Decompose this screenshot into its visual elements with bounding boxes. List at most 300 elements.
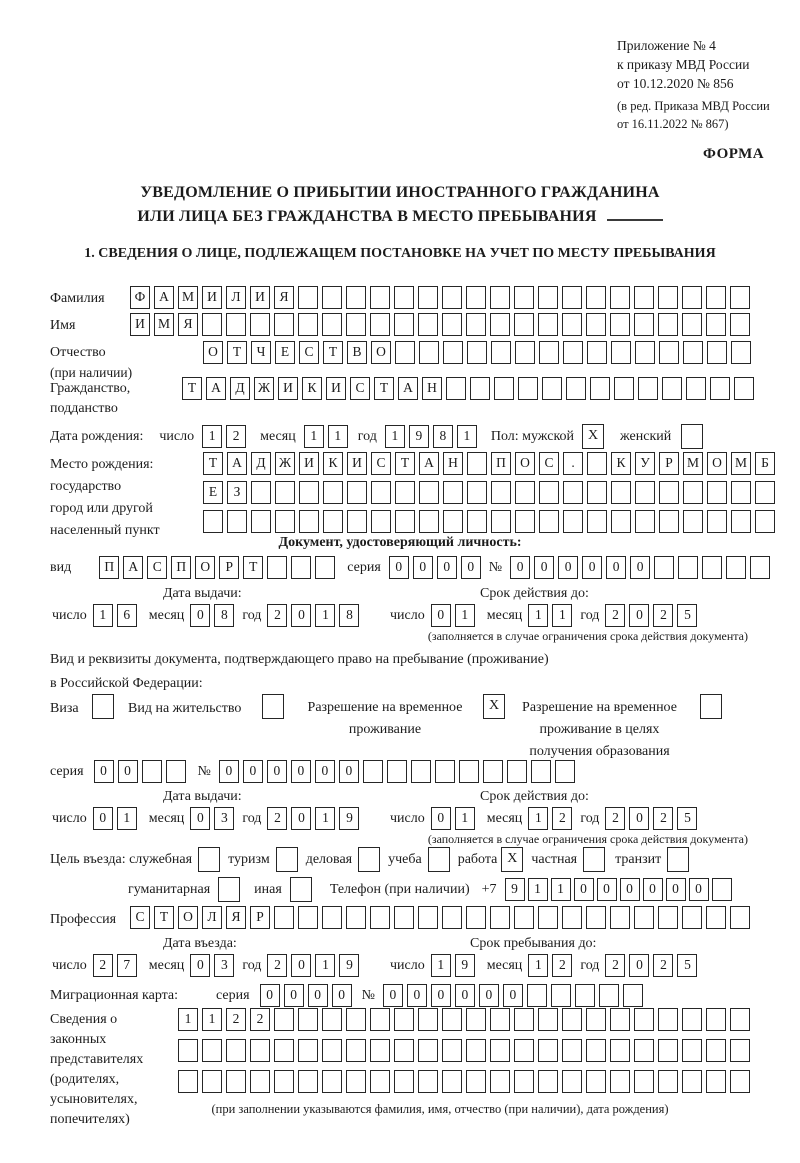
char-box[interactable]: 0: [582, 556, 602, 579]
char-box[interactable]: К: [323, 452, 343, 475]
char-box[interactable]: 0: [437, 556, 457, 579]
char-box[interactable]: 1: [528, 604, 548, 627]
char-box[interactable]: [587, 452, 607, 475]
permit-valid-year-grid[interactable]: [605, 807, 697, 830]
char-box[interactable]: [539, 510, 559, 533]
char-box[interactable]: 2: [605, 954, 625, 977]
char-box[interactable]: [658, 313, 678, 336]
char-box[interactable]: [346, 1008, 366, 1031]
char-box[interactable]: Д: [230, 377, 250, 400]
char-box[interactable]: [730, 286, 750, 309]
char-box[interactable]: [662, 377, 682, 400]
migration-series-grid[interactable]: [260, 984, 352, 1007]
char-box[interactable]: [610, 1070, 630, 1093]
char-box[interactable]: [299, 481, 319, 504]
char-box[interactable]: 2: [653, 807, 673, 830]
char-box[interactable]: [562, 1070, 582, 1093]
char-box[interactable]: 0: [291, 760, 311, 783]
char-box[interactable]: 0: [243, 760, 263, 783]
char-box[interactable]: С: [350, 377, 370, 400]
visa-checkbox[interactable]: [92, 694, 114, 719]
char-box[interactable]: [683, 481, 703, 504]
doc-issue-day-grid[interactable]: [93, 604, 137, 627]
stay-month-grid[interactable]: [528, 954, 572, 977]
char-box[interactable]: [411, 760, 431, 783]
char-box[interactable]: [298, 313, 318, 336]
char-box[interactable]: [755, 510, 775, 533]
char-box[interactable]: Е: [275, 341, 295, 364]
char-box[interactable]: [370, 313, 390, 336]
char-box[interactable]: [443, 341, 463, 364]
char-box[interactable]: [370, 1070, 390, 1093]
char-box[interactable]: 1: [117, 807, 137, 830]
char-box[interactable]: [346, 313, 366, 336]
char-box[interactable]: [527, 984, 547, 1007]
char-box[interactable]: Р: [250, 906, 270, 929]
char-box[interactable]: 9: [455, 954, 475, 977]
char-box[interactable]: [634, 313, 654, 336]
char-box[interactable]: Т: [203, 452, 223, 475]
char-box[interactable]: [418, 906, 438, 929]
char-box[interactable]: [555, 760, 575, 783]
char-box[interactable]: [726, 556, 746, 579]
char-box[interactable]: Ж: [275, 452, 295, 475]
char-box[interactable]: [274, 1070, 294, 1093]
char-box[interactable]: [531, 760, 551, 783]
char-box[interactable]: 9: [339, 807, 359, 830]
char-box[interactable]: 0: [267, 760, 287, 783]
char-box[interactable]: 0: [431, 604, 451, 627]
char-box[interactable]: [610, 1008, 630, 1031]
char-box[interactable]: [323, 510, 343, 533]
permit-valid-day-grid[interactable]: [431, 807, 475, 830]
char-box[interactable]: О: [515, 452, 535, 475]
char-box[interactable]: К: [611, 452, 631, 475]
char-box[interactable]: Д: [251, 452, 271, 475]
male-checkbox[interactable]: X: [582, 424, 604, 449]
char-box[interactable]: 2: [653, 954, 673, 977]
char-box[interactable]: 5: [677, 604, 697, 627]
char-box[interactable]: [731, 481, 751, 504]
permit-issue-year-grid[interactable]: [267, 807, 359, 830]
birth-place-grid-row2[interactable]: [203, 481, 775, 504]
char-box[interactable]: [178, 1039, 198, 1062]
char-box[interactable]: [298, 1039, 318, 1062]
char-box[interactable]: [322, 1008, 342, 1031]
char-box[interactable]: [654, 556, 674, 579]
char-box[interactable]: [563, 341, 583, 364]
char-box[interactable]: 2: [226, 1008, 246, 1031]
char-box[interactable]: [731, 510, 751, 533]
char-box[interactable]: [575, 984, 595, 1007]
char-box[interactable]: [490, 286, 510, 309]
char-box[interactable]: [203, 510, 223, 533]
char-box[interactable]: 0: [118, 760, 138, 783]
char-box[interactable]: С: [147, 556, 167, 579]
char-box[interactable]: [538, 286, 558, 309]
char-box[interactable]: [706, 1008, 726, 1031]
char-box[interactable]: [323, 481, 343, 504]
char-box[interactable]: А: [154, 286, 174, 309]
char-box[interactable]: [623, 984, 643, 1007]
study-checkbox[interactable]: [428, 847, 450, 872]
char-box[interactable]: [686, 377, 706, 400]
char-box[interactable]: У: [635, 452, 655, 475]
char-box[interactable]: [730, 313, 750, 336]
char-box[interactable]: [730, 1070, 750, 1093]
char-box[interactable]: [586, 286, 606, 309]
char-box[interactable]: [634, 1039, 654, 1062]
char-box[interactable]: 1: [552, 604, 572, 627]
char-box[interactable]: 1: [457, 425, 477, 448]
permit-number-grid[interactable]: [219, 760, 575, 783]
char-box[interactable]: О: [178, 906, 198, 929]
char-box[interactable]: [490, 906, 510, 929]
char-box[interactable]: 0: [389, 556, 409, 579]
char-box[interactable]: [634, 1008, 654, 1031]
char-box[interactable]: 0: [620, 878, 640, 901]
char-box[interactable]: [730, 1008, 750, 1031]
char-box[interactable]: 2: [267, 604, 287, 627]
char-box[interactable]: [514, 906, 534, 929]
char-box[interactable]: [346, 1070, 366, 1093]
char-box[interactable]: 0: [315, 760, 335, 783]
char-box[interactable]: 0: [597, 878, 617, 901]
char-box[interactable]: [610, 286, 630, 309]
patronymic-grid[interactable]: [203, 341, 751, 364]
char-box[interactable]: [611, 481, 631, 504]
char-box[interactable]: 0: [455, 984, 475, 1007]
char-box[interactable]: [551, 984, 571, 1007]
char-box[interactable]: [322, 1070, 342, 1093]
char-box[interactable]: 3: [214, 954, 234, 977]
char-box[interactable]: [466, 1039, 486, 1062]
char-box[interactable]: 0: [558, 556, 578, 579]
permit-issue-day-grid[interactable]: [93, 807, 137, 830]
char-box[interactable]: Т: [243, 556, 263, 579]
char-box[interactable]: 5: [677, 954, 697, 977]
char-box[interactable]: [418, 1039, 438, 1062]
char-box[interactable]: [267, 556, 287, 579]
private-checkbox[interactable]: [583, 847, 605, 872]
char-box[interactable]: [418, 1008, 438, 1031]
char-box[interactable]: Е: [203, 481, 223, 504]
char-box[interactable]: 0: [308, 984, 328, 1007]
char-box[interactable]: Т: [395, 452, 415, 475]
char-box[interactable]: А: [206, 377, 226, 400]
char-box[interactable]: [442, 286, 462, 309]
char-box[interactable]: [586, 1008, 606, 1031]
char-box[interactable]: 1: [178, 1008, 198, 1031]
stay-year-grid[interactable]: [605, 954, 697, 977]
char-box[interactable]: 1: [528, 878, 548, 901]
char-box[interactable]: [395, 510, 415, 533]
char-box[interactable]: 0: [94, 760, 114, 783]
birth-month-grid[interactable]: [304, 425, 348, 448]
char-box[interactable]: О: [371, 341, 391, 364]
char-box[interactable]: [658, 1008, 678, 1031]
char-box[interactable]: [442, 1039, 462, 1062]
char-box[interactable]: Ф: [130, 286, 150, 309]
char-box[interactable]: [514, 1039, 534, 1062]
char-box[interactable]: 9: [339, 954, 359, 977]
char-box[interactable]: [659, 481, 679, 504]
char-box[interactable]: [706, 1039, 726, 1062]
char-box[interactable]: М: [154, 313, 174, 336]
business-checkbox[interactable]: [358, 847, 380, 872]
char-box[interactable]: Т: [154, 906, 174, 929]
char-box[interactable]: [682, 1070, 702, 1093]
char-box[interactable]: 8: [433, 425, 453, 448]
char-box[interactable]: 0: [219, 760, 239, 783]
temp-residence-checkbox[interactable]: X: [483, 694, 505, 719]
char-box[interactable]: [750, 556, 770, 579]
char-box[interactable]: [299, 510, 319, 533]
char-box[interactable]: [587, 341, 607, 364]
char-box[interactable]: [490, 1039, 510, 1062]
char-box[interactable]: [419, 481, 439, 504]
char-box[interactable]: [291, 556, 311, 579]
entry-day-grid[interactable]: [93, 954, 137, 977]
doc-number-grid[interactable]: [510, 556, 770, 579]
char-box[interactable]: [394, 286, 414, 309]
char-box[interactable]: 1: [93, 604, 113, 627]
char-box[interactable]: [435, 760, 455, 783]
char-box[interactable]: 0: [93, 807, 113, 830]
char-box[interactable]: 1: [202, 425, 222, 448]
char-box[interactable]: [491, 341, 511, 364]
female-checkbox[interactable]: [681, 424, 703, 449]
char-box[interactable]: [467, 341, 487, 364]
char-box[interactable]: [734, 377, 754, 400]
birth-year-grid[interactable]: [385, 425, 477, 448]
char-box[interactable]: Ж: [254, 377, 274, 400]
char-box[interactable]: [395, 341, 415, 364]
char-box[interactable]: 0: [190, 954, 210, 977]
char-box[interactable]: 0: [431, 984, 451, 1007]
char-box[interactable]: 1: [328, 425, 348, 448]
char-box[interactable]: [298, 906, 318, 929]
char-box[interactable]: [682, 1039, 702, 1062]
char-box[interactable]: 0: [574, 878, 594, 901]
char-box[interactable]: 0: [291, 604, 311, 627]
char-box[interactable]: Т: [323, 341, 343, 364]
char-box[interactable]: [538, 1008, 558, 1031]
char-box[interactable]: [538, 906, 558, 929]
char-box[interactable]: [658, 906, 678, 929]
char-box[interactable]: [467, 510, 487, 533]
char-box[interactable]: 0: [431, 807, 451, 830]
char-box[interactable]: М: [731, 452, 751, 475]
char-box[interactable]: [682, 286, 702, 309]
char-box[interactable]: [419, 510, 439, 533]
char-box[interactable]: 0: [479, 984, 499, 1007]
char-box[interactable]: [371, 510, 391, 533]
char-box[interactable]: 0: [284, 984, 304, 1007]
char-box[interactable]: Н: [443, 452, 463, 475]
char-box[interactable]: [587, 481, 607, 504]
char-box[interactable]: Ч: [251, 341, 271, 364]
char-box[interactable]: [275, 510, 295, 533]
char-box[interactable]: [459, 760, 479, 783]
birth-place-grid-row3[interactable]: [203, 510, 775, 533]
char-box[interactable]: [370, 1039, 390, 1062]
char-box[interactable]: [730, 906, 750, 929]
char-box[interactable]: 2: [226, 425, 246, 448]
char-box[interactable]: Я: [274, 286, 294, 309]
representatives-grid-row2[interactable]: [178, 1039, 750, 1062]
char-box[interactable]: 6: [117, 604, 137, 627]
char-box[interactable]: 0: [503, 984, 523, 1007]
char-box[interactable]: [658, 1070, 678, 1093]
char-box[interactable]: 8: [214, 604, 234, 627]
char-box[interactable]: [346, 1039, 366, 1062]
char-box[interactable]: 0: [510, 556, 530, 579]
representatives-grid-row3[interactable]: [178, 1070, 750, 1093]
char-box[interactable]: 0: [190, 604, 210, 627]
char-box[interactable]: 7: [117, 954, 137, 977]
doc-issue-year-grid[interactable]: [267, 604, 359, 627]
char-box[interactable]: [566, 377, 586, 400]
char-box[interactable]: 1: [304, 425, 324, 448]
char-box[interactable]: [418, 1070, 438, 1093]
doc-issue-month-grid[interactable]: [190, 604, 234, 627]
char-box[interactable]: [514, 1008, 534, 1031]
char-box[interactable]: 2: [653, 604, 673, 627]
char-box[interactable]: [370, 1008, 390, 1031]
char-box[interactable]: [707, 341, 727, 364]
char-box[interactable]: И: [250, 286, 270, 309]
char-box[interactable]: [274, 313, 294, 336]
char-box[interactable]: [394, 313, 414, 336]
char-box[interactable]: [419, 341, 439, 364]
char-box[interactable]: [610, 1039, 630, 1062]
char-box[interactable]: 0: [630, 556, 650, 579]
char-box[interactable]: 0: [629, 807, 649, 830]
char-box[interactable]: О: [203, 341, 223, 364]
char-box[interactable]: [638, 377, 658, 400]
phone-grid[interactable]: [505, 878, 732, 901]
char-box[interactable]: 0: [629, 954, 649, 977]
char-box[interactable]: К: [302, 377, 322, 400]
char-box[interactable]: И: [326, 377, 346, 400]
char-box[interactable]: П: [491, 452, 511, 475]
citizenship-grid[interactable]: [182, 377, 754, 400]
char-box[interactable]: С: [539, 452, 559, 475]
char-box[interactable]: 1: [202, 1008, 222, 1031]
char-box[interactable]: [250, 1039, 270, 1062]
char-box[interactable]: 1: [455, 604, 475, 627]
char-box[interactable]: 2: [267, 807, 287, 830]
official-checkbox[interactable]: [198, 847, 220, 872]
char-box[interactable]: 2: [93, 954, 113, 977]
char-box[interactable]: [370, 286, 390, 309]
char-box[interactable]: [635, 341, 655, 364]
char-box[interactable]: [587, 510, 607, 533]
char-box[interactable]: [634, 1070, 654, 1093]
char-box[interactable]: [706, 313, 726, 336]
char-box[interactable]: [562, 313, 582, 336]
char-box[interactable]: 1: [455, 807, 475, 830]
char-box[interactable]: [466, 313, 486, 336]
char-box[interactable]: [466, 906, 486, 929]
char-box[interactable]: [683, 510, 703, 533]
char-box[interactable]: Я: [178, 313, 198, 336]
temp-residence-education-checkbox[interactable]: [700, 694, 722, 719]
char-box[interactable]: Н: [422, 377, 442, 400]
char-box[interactable]: 1: [528, 807, 548, 830]
char-box[interactable]: [491, 510, 511, 533]
char-box[interactable]: [614, 377, 634, 400]
char-box[interactable]: [467, 481, 487, 504]
char-box[interactable]: З: [227, 481, 247, 504]
char-box[interactable]: [298, 1008, 318, 1031]
char-box[interactable]: Л: [226, 286, 246, 309]
char-box[interactable]: [322, 906, 342, 929]
char-box[interactable]: П: [171, 556, 191, 579]
char-box[interactable]: И: [278, 377, 298, 400]
char-box[interactable]: [683, 341, 703, 364]
char-box[interactable]: 2: [552, 954, 572, 977]
char-box[interactable]: [514, 1070, 534, 1093]
char-box[interactable]: 0: [643, 878, 663, 901]
char-box[interactable]: Я: [226, 906, 246, 929]
char-box[interactable]: [250, 1070, 270, 1093]
char-box[interactable]: [442, 906, 462, 929]
char-box[interactable]: [702, 556, 722, 579]
char-box[interactable]: [298, 1070, 318, 1093]
char-box[interactable]: [363, 760, 383, 783]
char-box[interactable]: С: [130, 906, 150, 929]
char-box[interactable]: [515, 481, 535, 504]
char-box[interactable]: [322, 313, 342, 336]
doc-valid-year-grid[interactable]: [605, 604, 697, 627]
char-box[interactable]: 2: [250, 1008, 270, 1031]
char-box[interactable]: И: [347, 452, 367, 475]
char-box[interactable]: [678, 556, 698, 579]
char-box[interactable]: [706, 906, 726, 929]
char-box[interactable]: [730, 1039, 750, 1062]
transit-checkbox[interactable]: [667, 847, 689, 872]
char-box[interactable]: [542, 377, 562, 400]
char-box[interactable]: [394, 906, 414, 929]
char-box[interactable]: [442, 313, 462, 336]
char-box[interactable]: [298, 286, 318, 309]
char-box[interactable]: 1: [315, 604, 335, 627]
given-name-grid[interactable]: [130, 313, 750, 336]
char-box[interactable]: 0: [383, 984, 403, 1007]
char-box[interactable]: [250, 313, 270, 336]
char-box[interactable]: [346, 906, 366, 929]
char-box[interactable]: 0: [689, 878, 709, 901]
char-box[interactable]: [202, 1070, 222, 1093]
char-box[interactable]: А: [398, 377, 418, 400]
char-box[interactable]: 0: [291, 807, 311, 830]
char-box[interactable]: Б: [755, 452, 775, 475]
char-box[interactable]: [394, 1008, 414, 1031]
char-box[interactable]: 0: [629, 604, 649, 627]
char-box[interactable]: [563, 510, 583, 533]
char-box[interactable]: .: [563, 452, 583, 475]
char-box[interactable]: [483, 760, 503, 783]
char-box[interactable]: [586, 1039, 606, 1062]
char-box[interactable]: [586, 906, 606, 929]
doc-series-grid[interactable]: [389, 556, 481, 579]
char-box[interactable]: 3: [214, 807, 234, 830]
char-box[interactable]: [634, 906, 654, 929]
char-box[interactable]: 1: [431, 954, 451, 977]
char-box[interactable]: [395, 481, 415, 504]
